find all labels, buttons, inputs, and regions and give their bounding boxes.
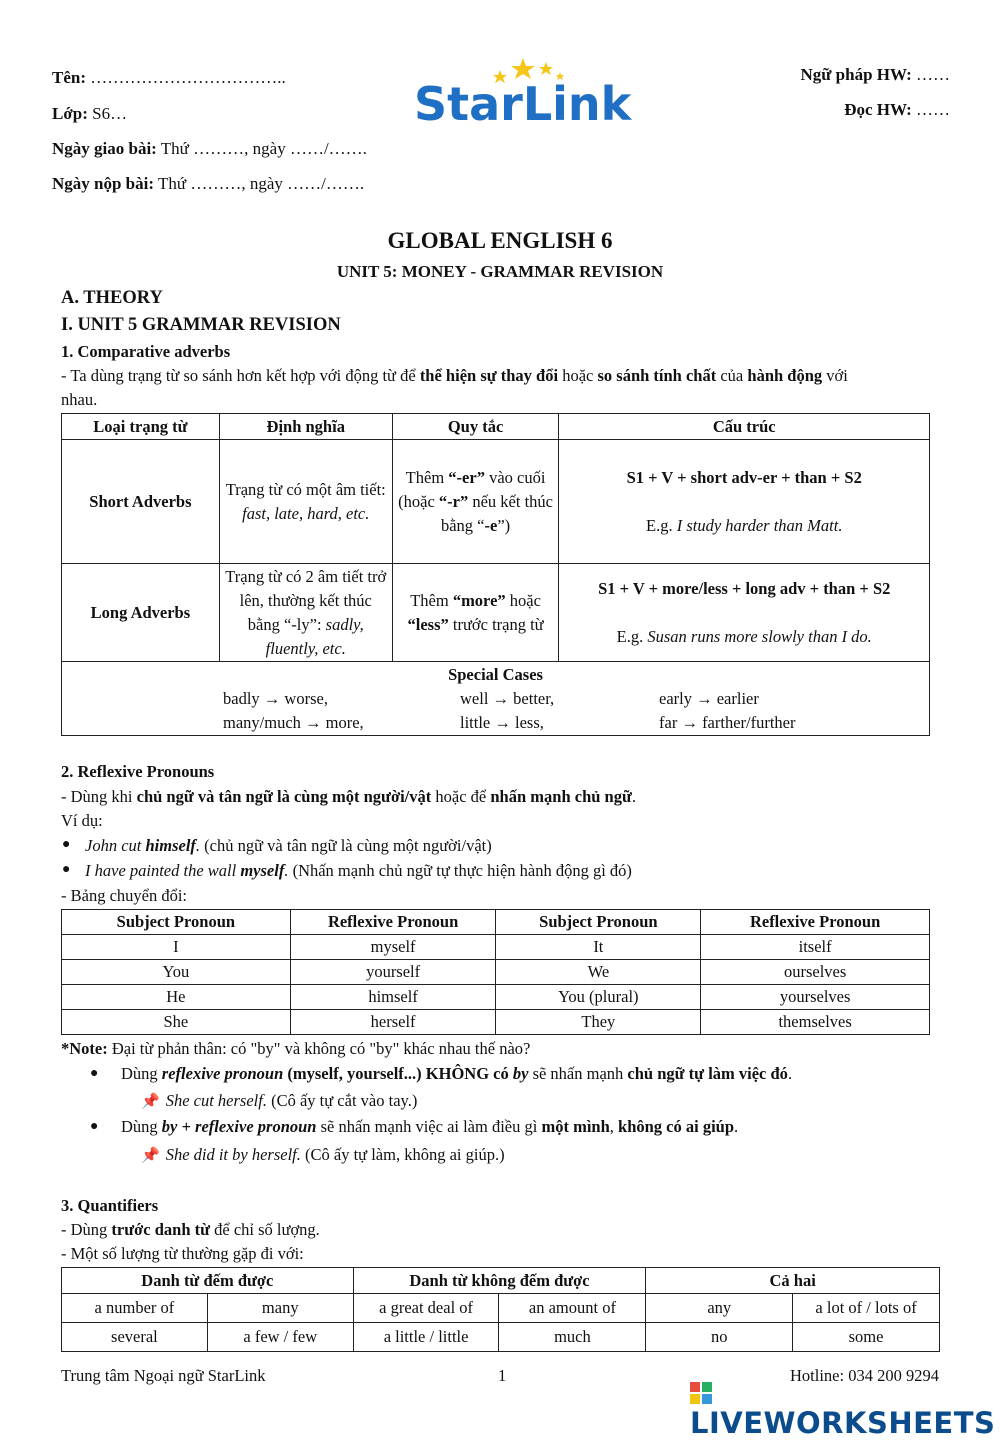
bullet-icon: ● <box>62 837 71 852</box>
pushpin-icon: 📌 <box>141 1148 160 1164</box>
starlink-logo <box>410 52 640 132</box>
long-adverbs-rule: Thêm “more” hoặc “less” trước trạng từ <box>392 564 559 662</box>
class-label: Lớp: <box>52 104 88 123</box>
name-value[interactable]: …………………………….. <box>90 68 286 87</box>
logo-star-small-2 <box>539 62 553 75</box>
special-case: badly → worse, <box>223 688 328 708</box>
footer-center-name: Trung tâm Ngoại ngữ StarLink <box>61 1366 266 1385</box>
short-adverbs-type: Short Adverbs <box>62 440 220 564</box>
reflexive-intro: - Dùng khi chủ ngữ và tân ngữ là cùng một người/vật hoặc để nhấn mạnh chủ ngữ. <box>61 787 637 806</box>
comparative-table <box>61 413 930 736</box>
class-value[interactable]: S6… <box>92 104 128 123</box>
assign-date-line <box>52 139 367 159</box>
liveworksheets-watermark <box>690 1372 1000 1440</box>
liveworksheets-logo-icon <box>690 1377 712 1399</box>
reflexive-example-1: John cut himself. (chủ ngữ và tân ngữ là cùng một người/vật) <box>85 836 492 855</box>
quantifiers-header-cell: Danh từ không đếm được <box>353 1268 646 1294</box>
name-label: Tên: <box>52 68 86 87</box>
short-structure-formula: S1 + V + short adv-er + than + S2 <box>626 467 862 487</box>
table-cell: any <box>646 1294 793 1323</box>
table-row <box>62 1010 930 1035</box>
reflexive-heading: 2. Reflexive Pronouns <box>61 762 215 781</box>
section-a-heading: A. THEORY <box>61 288 163 308</box>
special-cases-cell <box>62 662 930 736</box>
table-cell: herself <box>290 1010 496 1035</box>
quantifiers-header-cell: Danh từ đếm được <box>62 1268 354 1294</box>
long-adverbs-definition: Trạng từ có 2 âm tiết trở lên, thường kết thúc bằng “-ly”: sadly, fluently, etc. <box>219 564 392 662</box>
table-cell: a little / little <box>353 1323 499 1352</box>
special-cases-row <box>62 662 930 736</box>
reflexive-header-row <box>62 910 930 935</box>
table-row <box>62 1323 940 1352</box>
special-case: little → less, <box>460 712 544 732</box>
special-case: early → earlier <box>659 688 759 708</box>
reflexive-header-cell: Subject Pronoun <box>496 910 701 935</box>
table-row <box>62 1294 940 1323</box>
short-adverbs-structure <box>559 440 930 564</box>
table-cell: no <box>646 1323 793 1352</box>
submit-date-label: Ngày nộp bài: <box>52 174 155 193</box>
comparative-heading: 1. Comparative adverbs <box>61 342 231 361</box>
long-adverbs-structure <box>559 564 930 662</box>
table-cell: You (plural) <box>496 985 701 1010</box>
quantifiers-header-row <box>62 1268 940 1294</box>
short-adverbs-rule: Thêm “-er” vào cuối (hoặc “-r” nếu kết thúc bằng “-e”) <box>392 440 559 564</box>
logo-text: StarLink <box>414 77 632 131</box>
table-cell: some <box>793 1323 940 1352</box>
section-i-heading: I. UNIT 5 GRAMMAR REVISION <box>61 315 341 335</box>
reflexive-example-label: Ví dụ: <box>61 811 103 830</box>
comparative-table-header-row <box>62 414 930 440</box>
bullet-icon: ● <box>90 1066 99 1081</box>
table-cell: a few / few <box>207 1323 353 1352</box>
reflexive-example-2: I have painted the wall myself. (Nhấn mạnh chủ ngữ tự thực hiện hành động gì đó) <box>85 861 632 880</box>
submit-date-value[interactable]: Thứ ………, ngày ……/……. <box>157 174 365 193</box>
table-cell: ourselves <box>701 960 930 985</box>
reading-hw-value[interactable]: …… <box>916 100 950 119</box>
page-number: 1 <box>498 1366 507 1385</box>
table-cell: an amount of <box>499 1294 646 1323</box>
special-case: well → better, <box>460 688 555 708</box>
table-cell: many <box>207 1294 353 1323</box>
reflexive-table-label: - Bảng chuyển đổi: <box>61 886 188 905</box>
special-case: far → farther/further <box>659 712 796 732</box>
table-cell: yourselves <box>701 985 930 1010</box>
quantifiers-line-2: - Một số lượng từ thường gặp đi với: <box>61 1244 304 1263</box>
reflexive-note-1-example: 📌 She cut herself. (Cô ấy tự cắt vào tay.) <box>141 1091 418 1110</box>
table-cell: a lot of / lots of <box>793 1294 940 1323</box>
comparative-intro-line2: nhau. <box>61 390 98 409</box>
long-adverbs-type: Long Adverbs <box>62 564 220 662</box>
assign-date-label: Ngày giao bài: <box>52 139 157 158</box>
table-row <box>62 935 930 960</box>
comparative-header-cell: Định nghĩa <box>219 414 392 440</box>
table-cell: We <box>496 960 701 985</box>
quantifiers-heading: 3. Quantifiers <box>61 1196 159 1215</box>
table-cell: a number of <box>62 1294 208 1323</box>
comparative-header-cell: Cấu trúc <box>559 414 930 440</box>
quantifiers-line-1: - Dùng trước danh từ để chỉ số lượng. <box>61 1220 320 1239</box>
footer-hotline: Hotline: 034 200 9294 <box>790 1366 939 1385</box>
reflexive-note: *Note: Đại từ phản thân: có "by" và không có "by" khác nhau thế nào? <box>61 1039 531 1058</box>
short-structure-example: E.g. I study harder than Matt. <box>646 515 843 535</box>
comparative-intro: - Ta dùng trạng từ so sánh hơn kết hợp với động từ để thể hiện sự thay đổi hoặc so sánh tính chất của hành động với <box>61 366 848 385</box>
table-cell: You <box>62 960 291 985</box>
assign-date-value[interactable]: Thứ ………, ngày ……/……. <box>160 139 367 158</box>
liveworksheets-text: LIVEWORKSHEETS <box>690 1406 996 1440</box>
grammar-hw-value[interactable]: …… <box>916 65 950 84</box>
reflexive-header-cell: Reflexive Pronoun <box>701 910 930 935</box>
reflexive-header-cell: Subject Pronoun <box>62 910 291 935</box>
special-cases-line-1 <box>62 687 929 711</box>
logo-star-large <box>511 58 535 79</box>
reflexive-note-2-example: 📌 She did it by herself. (Cô ấy tự làm, không ai giúp.) <box>141 1145 505 1164</box>
sub-title: UNIT 5: MONEY - GRAMMAR REVISION <box>336 262 664 281</box>
name-line <box>52 68 286 88</box>
long-structure-example: E.g. Susan runs more slowly than I do. <box>616 626 872 646</box>
bullet-icon: ● <box>62 862 71 877</box>
comparative-header-cell: Loại trạng từ <box>62 414 220 440</box>
table-row <box>62 960 930 985</box>
quantifiers-header-cell: Cả hai <box>646 1268 940 1294</box>
reflexive-header-cell: Reflexive Pronoun <box>290 910 496 935</box>
pushpin-icon: 📌 <box>141 1094 160 1110</box>
main-title: GLOBAL ENGLISH 6 <box>387 228 613 253</box>
table-cell: It <box>496 935 701 960</box>
reading-hw-label: Đọc HW: <box>844 100 912 119</box>
table-cell: several <box>62 1323 208 1352</box>
reflexive-note-1: Dùng reflexive pronoun (myself, yourself...) KHÔNG có by sẽ nhấn mạnh chủ ngữ tự làm việc đó. <box>121 1064 793 1083</box>
class-line <box>52 104 127 124</box>
table-row <box>62 985 930 1010</box>
reading-hw-line <box>844 100 950 120</box>
bullet-icon: ● <box>90 1119 99 1134</box>
special-cases-line-2 <box>62 711 929 735</box>
table-cell: himself <box>290 985 496 1010</box>
long-structure-formula: S1 + V + more/less + long adv + than + S2 <box>598 578 891 598</box>
table-cell: itself <box>701 935 930 960</box>
comparative-header-cell: Quy tắc <box>392 414 559 440</box>
table-cell: much <box>499 1323 646 1352</box>
table-cell: She <box>62 1010 291 1035</box>
reflexive-note-2: Dùng by + reflexive pronoun sẽ nhấn mạnh việc ai làm điều gì một mình, không có ai giúp. <box>121 1117 739 1136</box>
logo-graphic <box>410 52 640 132</box>
table-cell: yourself <box>290 960 496 985</box>
grammar-hw-label: Ngữ pháp HW: <box>800 65 912 84</box>
table-cell: He <box>62 985 291 1010</box>
long-adverbs-row <box>62 564 930 662</box>
short-adverbs-row <box>62 440 930 564</box>
table-cell: a great deal of <box>353 1294 499 1323</box>
table-cell: I <box>62 935 291 960</box>
table-cell: myself <box>290 935 496 960</box>
table-cell: themselves <box>701 1010 930 1035</box>
quantifiers-table <box>61 1267 940 1352</box>
reflexive-table <box>61 909 930 1035</box>
table-cell: They <box>496 1010 701 1035</box>
submit-date-line <box>52 174 364 194</box>
special-case: many/much → more, <box>223 712 364 732</box>
short-adverbs-definition: Trạng từ có một âm tiết: fast, late, hard, etc. <box>219 440 392 564</box>
grammar-hw-line <box>800 65 950 85</box>
special-cases-title: Special Cases <box>448 664 543 684</box>
